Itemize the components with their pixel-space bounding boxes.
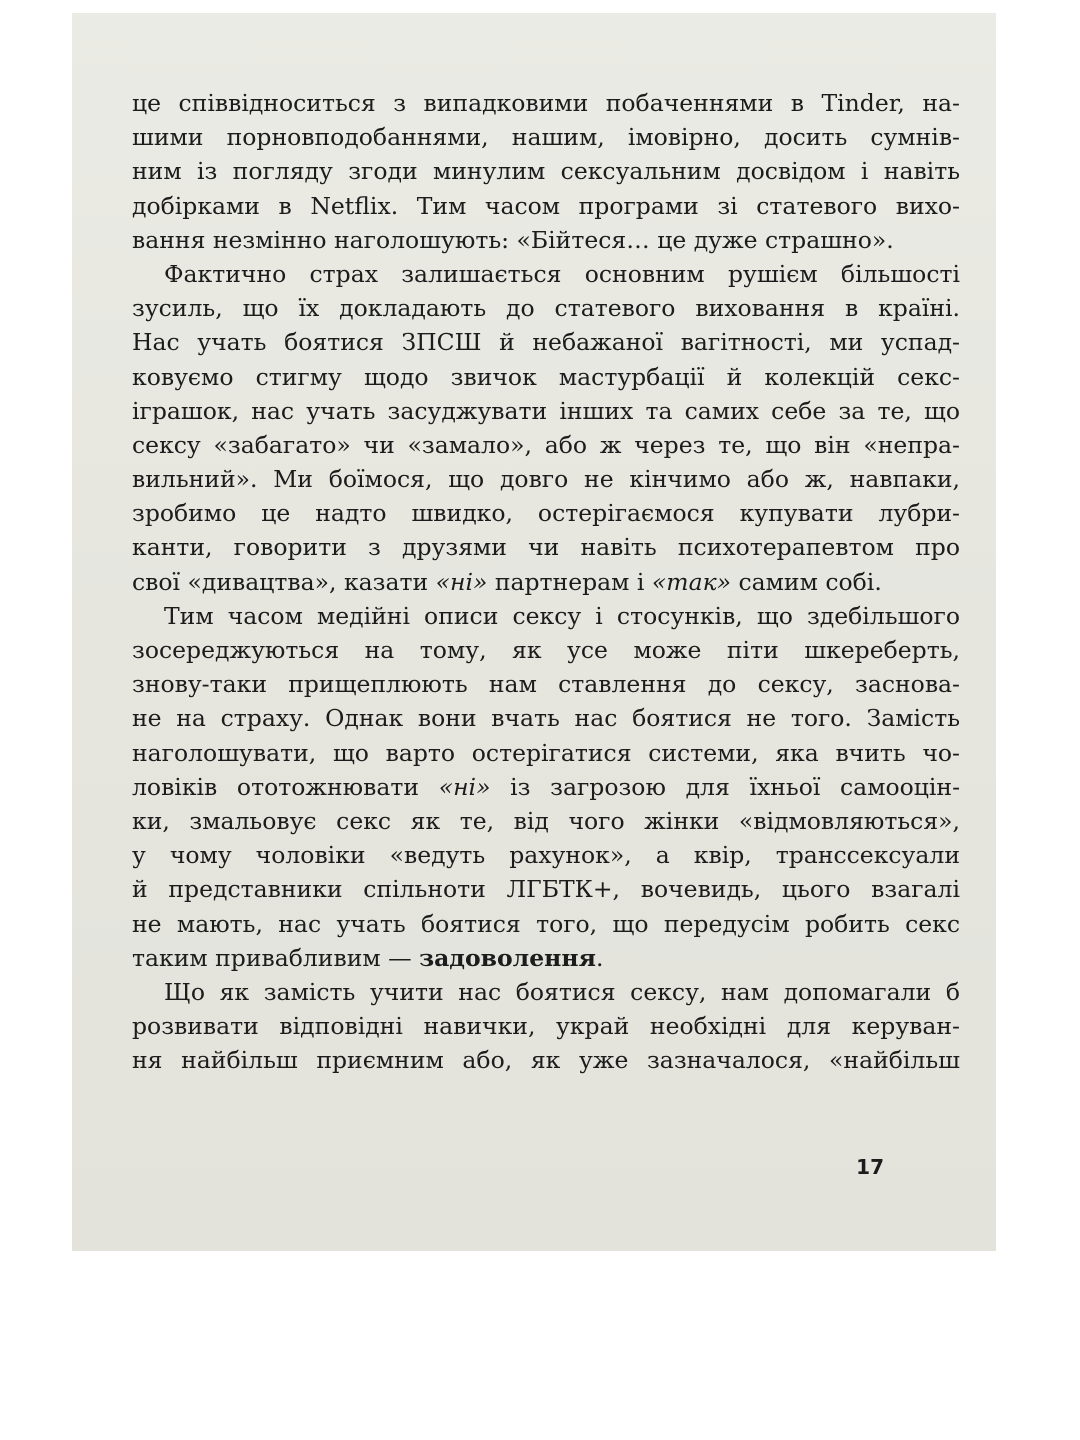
text-fragment: вильний». Ми боїмося, що довго не кінчимо або ж, навпаки, (132, 465, 960, 494)
text-line (132, 360, 960, 394)
text-line (132, 154, 960, 188)
text-fragment: самим собі. (731, 567, 882, 596)
text-line (132, 257, 960, 291)
text-fragment: ки, змальовує секс як те, від чого жінки «відмовляються», (132, 806, 960, 835)
text-fragment: й представники спільноти ЛГБТК+, вочевидь, цього взагалі (132, 875, 960, 904)
text-fragment: Фактично страх залишається основним рушієм більшості (164, 259, 960, 288)
text-fragment: наголошувати, що варто остерігатися системи, яка вчить чо- (132, 738, 960, 767)
text-line (132, 907, 960, 941)
text-line (132, 599, 960, 633)
text-fragment: сексу «забагато» чи «замало», або ж через те, що він «непра- (132, 430, 960, 459)
text-fragment: іграшок, нас учать засуджувати інших та самих себе за те, що (132, 396, 960, 425)
text-line (132, 325, 960, 359)
text-line (132, 941, 960, 975)
text-fragment: знову-таки прищеплюють нам ставлення до сексу, заснова- (132, 670, 960, 699)
text-fragment: це співвідноситься з випадковими побаченнями в Tinder, на- (132, 89, 960, 117)
text-line (132, 633, 960, 667)
text-line (132, 428, 960, 462)
text-line (132, 770, 960, 804)
text-fragment: добірками в Netflix. Тим часом програми зі статевого вихо- (132, 191, 960, 220)
text-fragment: партнерам і (487, 567, 652, 596)
text-line (132, 223, 960, 257)
book-page (72, 13, 996, 1251)
text-line (132, 667, 960, 701)
text-fragment: зробимо це надто швидко, остерігаємося купувати лубри- (132, 499, 960, 528)
text-line (132, 736, 960, 770)
text-line (132, 1043, 960, 1077)
text-fragment: із загрозою для їхньої самооцін- (490, 772, 961, 801)
text-fragment: шими порновподобаннями, нашим, імовірно, досить сумнів- (132, 123, 960, 152)
page-number: 17 (856, 1155, 884, 1179)
text-fragment: таким привабливим — (132, 943, 420, 972)
body-text (132, 86, 960, 1077)
text-fragment: ловіків ототожнювати (132, 772, 439, 801)
text-line (132, 1009, 960, 1043)
text-fragment: не мають, нас учать боятися того, що передусім робить секс (132, 909, 960, 938)
text-line (132, 462, 960, 496)
text-fragment: свої «дивацтва», казати (132, 567, 436, 596)
bold-text: задоволення (419, 943, 596, 972)
text-line (132, 838, 960, 872)
text-line (132, 975, 960, 1009)
text-line (132, 120, 960, 154)
text-fragment: Тим часом медійні описи сексу і стосунків, що здебільшого (164, 601, 960, 630)
italic-text: «так» (651, 567, 732, 596)
text-fragment: ним із погляду згоди минулим сексуальним досвідом і навіть (132, 157, 960, 186)
text-line (132, 804, 960, 838)
text-fragment: ня найбільш приємним або, як уже зазначалося, «найбільш (132, 1046, 960, 1075)
text-fragment: розвивати відповідні навички, украй необхідні для керуван- (132, 1012, 960, 1041)
text-fragment: ковуємо стигму щодо звичок мастурбації й колекцій секс- (132, 362, 960, 391)
text-line (132, 872, 960, 906)
text-fragment: . (595, 943, 604, 972)
text-fragment: Що як замість учити нас боятися сексу, нам допомагали б (164, 977, 960, 1006)
text-fragment: зосереджуються на тому, як усе може піти шкереберть, (132, 636, 960, 664)
text-fragment: у чому чоловіки «ведуть рахунок», а квір, транссексуали (132, 841, 960, 870)
text-line (132, 394, 960, 428)
text-fragment: канти, говорити з друзями чи навіть психотерапевтом про (132, 533, 960, 562)
italic-text: «ні» (438, 772, 491, 801)
text-line (132, 189, 960, 223)
text-line (132, 701, 960, 735)
text-line (132, 565, 960, 599)
text-fragment: не на страху. Однак вони вчать нас боятися не того. Замість (132, 704, 960, 733)
text-fragment: зусиль, що їх докладають до статевого виховання в країні. (132, 294, 960, 323)
text-line (132, 291, 960, 325)
italic-text: «ні» (435, 567, 488, 596)
text-line (132, 530, 960, 564)
text-line (132, 86, 960, 120)
text-fragment: вання незмінно наголошують: «Бійтеся… це дуже страшно». (132, 225, 894, 254)
text-line (132, 496, 960, 530)
text-fragment: Нас учать боятися ЗПСШ й небажаної вагітності, ми успад- (132, 328, 960, 357)
